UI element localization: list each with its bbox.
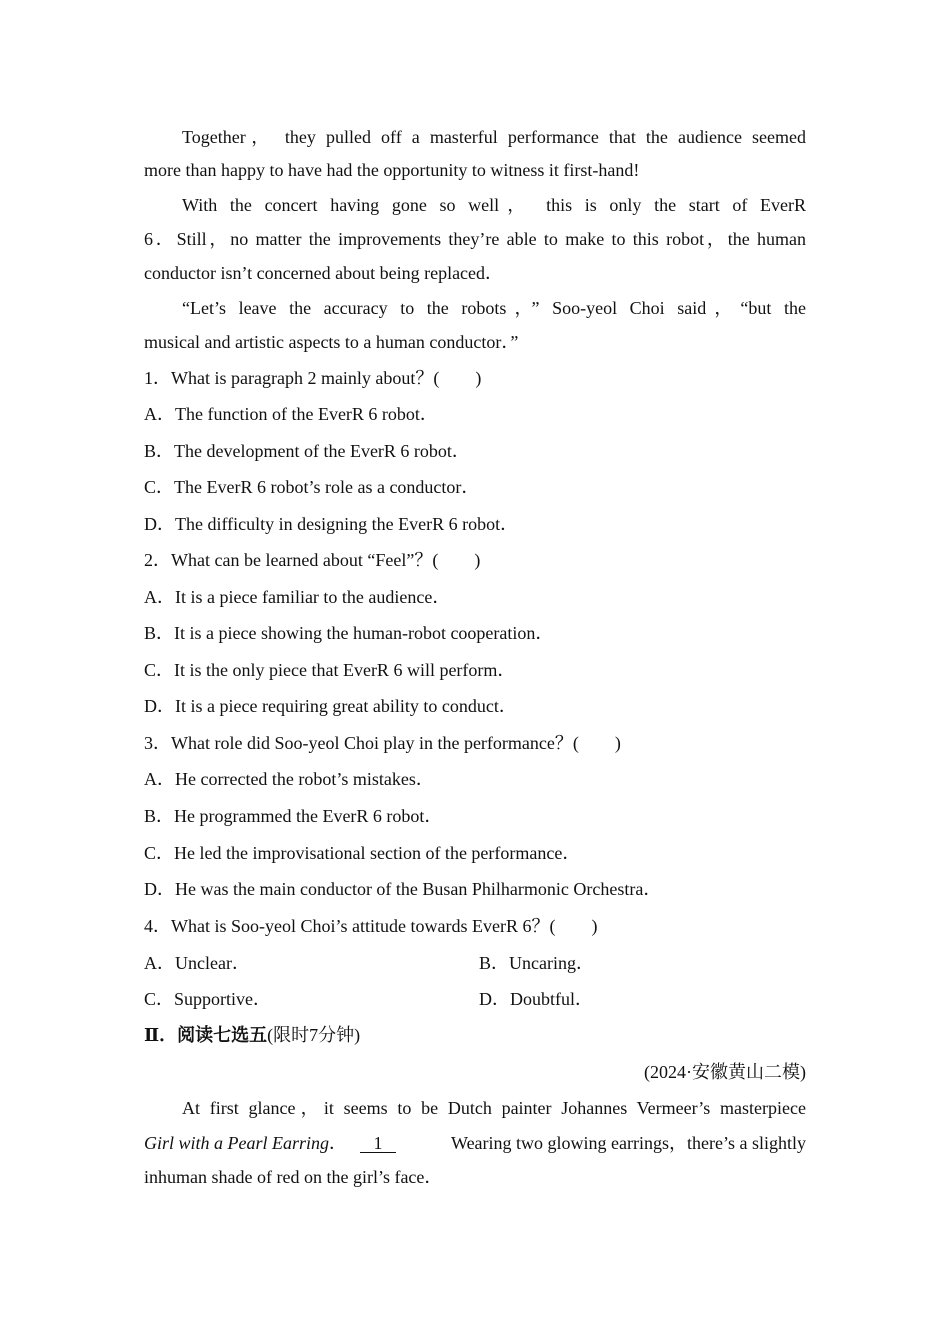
passage-paragraph-3-line-1: “Let’s leave the accuracy to the robots，” Soo-yeol Choi said，“but the	[182, 298, 806, 318]
question-4-option-c: C．Supportive．	[144, 989, 272, 1009]
section-2-time-limit: (限时7分钟)	[267, 1025, 361, 1045]
question-2-stem: 2．What can be learned about “Feel”？( )	[144, 550, 481, 570]
passage-paragraph-2-line-3: conductor isn’t concerned about being replaced．	[144, 263, 504, 283]
question-4-option-d: D．Doubtful．	[479, 989, 593, 1009]
section-2-paragraph-1-line-3: inhuman shade of red on the girl’s face．	[144, 1167, 443, 1187]
question-2-option-d: D．It is a piece requiring great ability to conduct．	[144, 696, 517, 716]
question-2-option-c: C．It is the only piece that EverR 6 will perform．	[144, 660, 516, 680]
section-2-paragraph-1-line-1: At first glance，it seems to be Dutch painter Johannes Vermeer’s masterpiece	[182, 1098, 806, 1118]
question-4-option-b: B．Uncaring．	[479, 953, 594, 973]
question-1-stem: 1．What is paragraph 2 mainly about？( )	[144, 368, 482, 388]
section-2-source: (2024·安徽黄山二模)	[644, 1062, 806, 1082]
question-3-option-d: D．He was the main conductor of the Busan Philharmonic Orchestra．	[144, 879, 662, 899]
question-2-option-b: B．It is a piece showing the human-robot cooperation．	[144, 623, 554, 643]
answer-blank-1[interactable]	[356, 1132, 400, 1154]
passage-paragraph-1-line-2: more than happy to have had the opportunity to witness it first-hand!	[144, 160, 640, 180]
question-4-stem: 4．What is Soo-yeol Choi’s attitude towards EverR 6？( )	[144, 916, 598, 936]
title-segment	[144, 1132, 400, 1154]
blank-number: 1	[373, 1133, 383, 1153]
question-1-option-d: D．The difficulty in designing the EverR 6 robot．	[144, 514, 519, 534]
section-2-paragraph-1-line-2	[144, 1132, 806, 1154]
painting-title: Girl with a Pearl Earring	[144, 1133, 330, 1153]
question-3-option-b: B．He programmed the EverR 6 robot．	[144, 806, 443, 826]
title-period: ．	[329, 1133, 348, 1153]
question-1-option-b: B．The development of the EverR 6 robot．	[144, 441, 470, 461]
question-3-stem: 3．What role did Soo-yeol Choi play in the performance？( )	[144, 733, 621, 753]
passage-paragraph-3-line-2: musical and artistic aspects to a human conductor．”	[144, 332, 519, 352]
question-3-option-a: A．He corrected the robot’s mistakes．	[144, 769, 434, 789]
section-2-title: Ⅱ．阅读七选五	[144, 1025, 268, 1045]
passage-paragraph-1-line-1: Together， they pulled off a masterful performance that the audience seemed	[182, 127, 806, 147]
passage-paragraph-2-line-1: With the concert having gone so well， this is only the start of EverR	[182, 195, 806, 215]
question-4-option-a: A．Unclear．	[144, 953, 250, 973]
question-2-option-a: A．It is a piece familiar to the audience．	[144, 587, 451, 607]
passage-paragraph-2-line-2: 6．Still，no matter the improvements they’re able to make to this robot，the human	[144, 229, 806, 249]
question-1-option-c: C．The EverR 6 robot’s role as a conductor．	[144, 477, 480, 497]
section-2-line-2-rest: Wearing two glowing earrings，there’s a slightly	[451, 1133, 806, 1153]
question-1-option-a: A．The function of the EverR 6 robot．	[144, 404, 438, 424]
section-2-heading	[144, 1024, 360, 1046]
question-3-option-c: C．He led the improvisational section of the performance．	[144, 843, 581, 863]
